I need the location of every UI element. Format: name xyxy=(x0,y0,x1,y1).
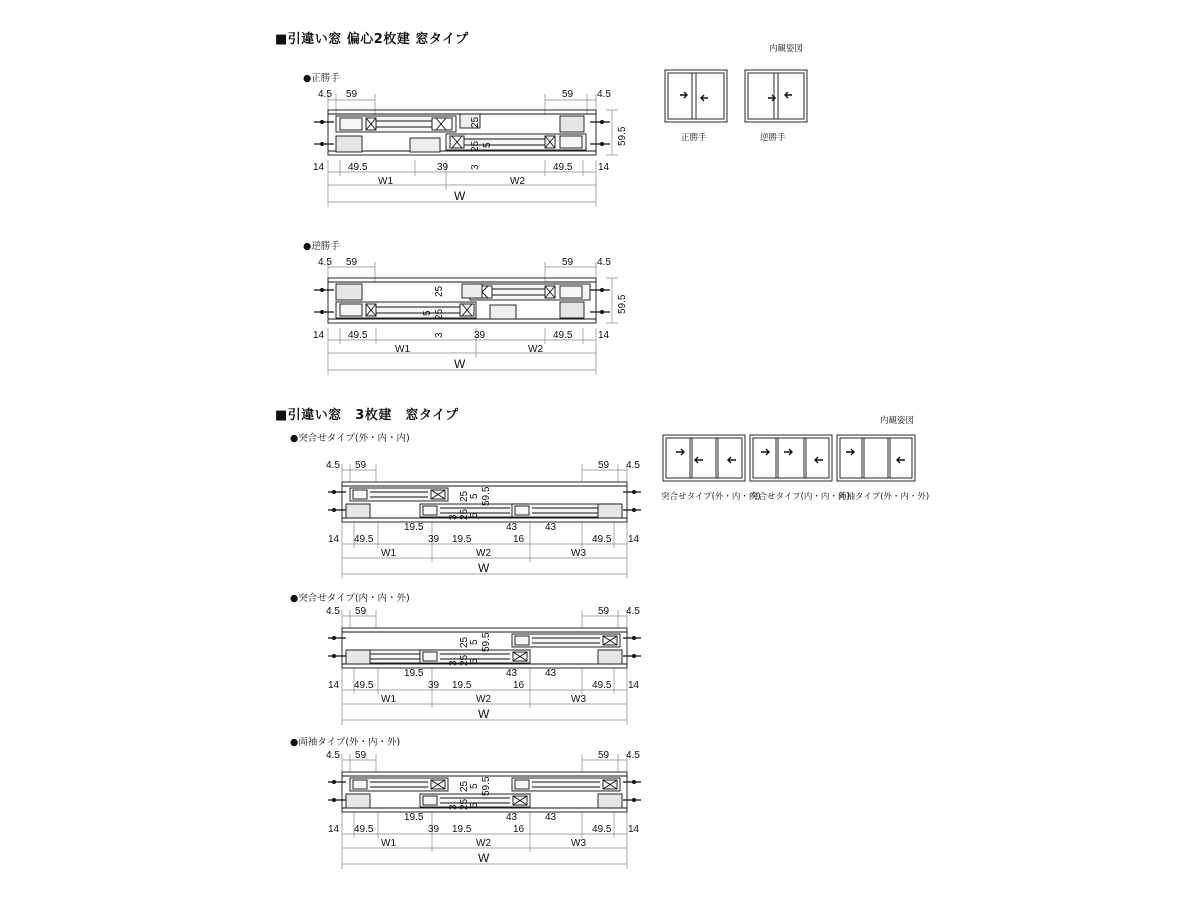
dim-16: 16 xyxy=(513,534,525,545)
section2-sub-butt-out-in-in: ●突合せタイプ(外・内・内) xyxy=(290,433,410,444)
dim-4.5: 4.5 xyxy=(597,257,611,268)
dim-5: 5 xyxy=(469,512,480,518)
dim-39: 39 xyxy=(428,824,440,835)
dim-4.5: 4.5 xyxy=(626,460,640,471)
dim-W2: W2 xyxy=(476,694,491,705)
dim-W: W xyxy=(478,851,490,865)
section1-view-label: 内観姿図 xyxy=(769,44,804,54)
dim-59.5: 59.5 xyxy=(617,126,628,146)
dim-14: 14 xyxy=(328,824,340,835)
dim-5: 5 xyxy=(469,493,480,499)
dim-19.5: 19.5 xyxy=(452,824,472,835)
dim-39: 39 xyxy=(474,330,486,341)
section2-title: ■引違い窓 3枚建 窓タイプ xyxy=(275,408,459,423)
section2-view-label: 内観姿図 xyxy=(880,416,915,426)
dim-W3: W3 xyxy=(571,694,586,705)
elevation-3panel-b xyxy=(750,435,832,481)
dim-43: 43 xyxy=(545,522,557,533)
dim-14: 14 xyxy=(313,330,325,341)
dim-W2: W2 xyxy=(528,344,543,355)
dim-43: 43 xyxy=(545,668,557,679)
drawing-3panel-b xyxy=(326,606,641,725)
dim-W1: W1 xyxy=(381,694,396,705)
dim-49.5: 49.5 xyxy=(354,680,374,691)
dim-3: 3 xyxy=(448,804,459,810)
dim-W1: W1 xyxy=(381,838,396,849)
dim-5: 5 xyxy=(469,639,480,645)
dim-16: 16 xyxy=(513,824,525,835)
dim-43: 43 xyxy=(506,522,518,533)
dim-W2: W2 xyxy=(476,548,491,559)
dim-49.5: 49.5 xyxy=(354,824,374,835)
section1-cap-left-hand: 逆勝手 xyxy=(760,133,786,143)
dim-19.5: 19.5 xyxy=(404,668,424,679)
dim-3: 3 xyxy=(470,164,481,170)
dim-19.5: 19.5 xyxy=(404,522,424,533)
dim-14: 14 xyxy=(628,824,640,835)
dim-49.5: 49.5 xyxy=(348,330,368,341)
dim-W1: W1 xyxy=(378,176,393,187)
dim-49.5: 49.5 xyxy=(592,534,612,545)
dim-5: 5 xyxy=(422,310,433,316)
dim-4.5: 4.5 xyxy=(326,460,340,471)
dim-49.5: 49.5 xyxy=(348,162,368,173)
dim-59: 59 xyxy=(598,606,610,617)
dim-4.5: 4.5 xyxy=(626,606,640,617)
dim-39: 39 xyxy=(428,680,440,691)
section1-title: ■引違い窓 偏心2枚建 窓タイプ xyxy=(275,32,469,47)
dim-59: 59 xyxy=(562,257,574,268)
dim-59.5: 59.5 xyxy=(617,294,628,314)
dim-W3: W3 xyxy=(571,548,586,559)
dim-49.5: 49.5 xyxy=(354,534,374,545)
dim-14: 14 xyxy=(598,330,610,341)
dim-59: 59 xyxy=(355,606,367,617)
drawing-3panel-c xyxy=(326,750,641,869)
dim-59.5: 59.5 xyxy=(481,776,492,796)
dim-43: 43 xyxy=(506,812,518,823)
dim-W2: W2 xyxy=(476,838,491,849)
dim-59.5: 59.5 xyxy=(481,632,492,652)
elevation-left-hand xyxy=(745,70,807,122)
section1-sub-left-hand: ●逆勝手 xyxy=(303,241,340,252)
dim-59: 59 xyxy=(562,89,574,100)
dim-4.5: 4.5 xyxy=(318,257,332,268)
dim-5: 5 xyxy=(482,142,493,148)
dim-25: 25 xyxy=(459,508,470,520)
dim-59: 59 xyxy=(355,460,367,471)
dim-59.5: 59.5 xyxy=(481,486,492,506)
section2-cap-c: 両袖タイプ(外・内・外) xyxy=(838,492,930,502)
section2-cap-b: 突合せタイプ(内・内・外) xyxy=(750,492,850,502)
dim-25: 25 xyxy=(459,490,470,502)
dim-39: 39 xyxy=(428,534,440,545)
dim-3: 3 xyxy=(448,660,459,666)
dim-49.5: 49.5 xyxy=(553,330,573,341)
drawing-3panel-a xyxy=(326,460,641,579)
dim-49.5: 49.5 xyxy=(592,680,612,691)
dim-43: 43 xyxy=(545,812,557,823)
dim-25: 25 xyxy=(470,116,481,128)
elevation-3panel-a xyxy=(663,435,745,481)
dim-25: 25 xyxy=(459,780,470,792)
section1-cap-right-hand: 正勝手 xyxy=(681,133,707,143)
dim-4.5: 4.5 xyxy=(326,606,340,617)
section2-sub-double-sleeve: ●両袖タイプ(外・内・外) xyxy=(290,737,401,748)
dim-43: 43 xyxy=(506,668,518,679)
dim-14: 14 xyxy=(628,534,640,545)
section1-sub-right-hand: ●正勝手 xyxy=(303,73,340,84)
section2-cap-a: 突合せタイプ(外・内・内) xyxy=(661,492,761,502)
dim-5: 5 xyxy=(469,802,480,808)
dim-59: 59 xyxy=(355,750,367,761)
dim-4.5: 4.5 xyxy=(326,750,340,761)
dim-49.5: 49.5 xyxy=(592,824,612,835)
dim-4.5: 4.5 xyxy=(626,750,640,761)
dim-59: 59 xyxy=(598,460,610,471)
dim-19.5: 19.5 xyxy=(452,680,472,691)
dim-14: 14 xyxy=(628,680,640,691)
dim-W: W xyxy=(454,189,466,203)
dim-19.5: 19.5 xyxy=(404,812,424,823)
section2-sub-butt-in-in-out: ●突合せタイプ(内・内・外) xyxy=(290,593,410,604)
dim-25: 25 xyxy=(470,140,481,152)
dim-59: 59 xyxy=(346,89,358,100)
dim-W1: W1 xyxy=(395,344,410,355)
dim-14: 14 xyxy=(328,534,340,545)
dim-W: W xyxy=(478,561,490,575)
dim-39: 39 xyxy=(437,162,449,173)
dim-25: 25 xyxy=(459,636,470,648)
dim-W2: W2 xyxy=(510,176,525,187)
dim-25: 25 xyxy=(459,798,470,810)
dim-59: 59 xyxy=(346,257,358,268)
dim-W: W xyxy=(454,357,466,371)
dim-3: 3 xyxy=(434,332,445,338)
dim-25: 25 xyxy=(459,654,470,666)
elevation-3panel-c xyxy=(837,435,915,481)
drawing-2panel-right-hand xyxy=(313,89,628,207)
dim-14: 14 xyxy=(598,162,610,173)
dim-25: 25 xyxy=(434,285,445,297)
dim-5: 5 xyxy=(469,783,480,789)
elevation-right-hand xyxy=(665,70,727,122)
dim-59: 59 xyxy=(598,750,610,761)
dim-3: 3 xyxy=(448,514,459,520)
dim-W: W xyxy=(478,707,490,721)
dim-19.5: 19.5 xyxy=(452,534,472,545)
dim-14: 14 xyxy=(313,162,325,173)
three-panel-drawings xyxy=(326,460,641,869)
dim-4.5: 4.5 xyxy=(318,89,332,100)
dim-W1: W1 xyxy=(381,548,396,559)
dim-14: 14 xyxy=(328,680,340,691)
drawing-2panel-left-hand xyxy=(313,257,628,375)
dim-4.5: 4.5 xyxy=(597,89,611,100)
dim-49.5: 49.5 xyxy=(553,162,573,173)
dim-W3: W3 xyxy=(571,838,586,849)
dim-5: 5 xyxy=(469,658,480,664)
dim-16: 16 xyxy=(513,680,525,691)
dim-25: 25 xyxy=(434,308,445,320)
